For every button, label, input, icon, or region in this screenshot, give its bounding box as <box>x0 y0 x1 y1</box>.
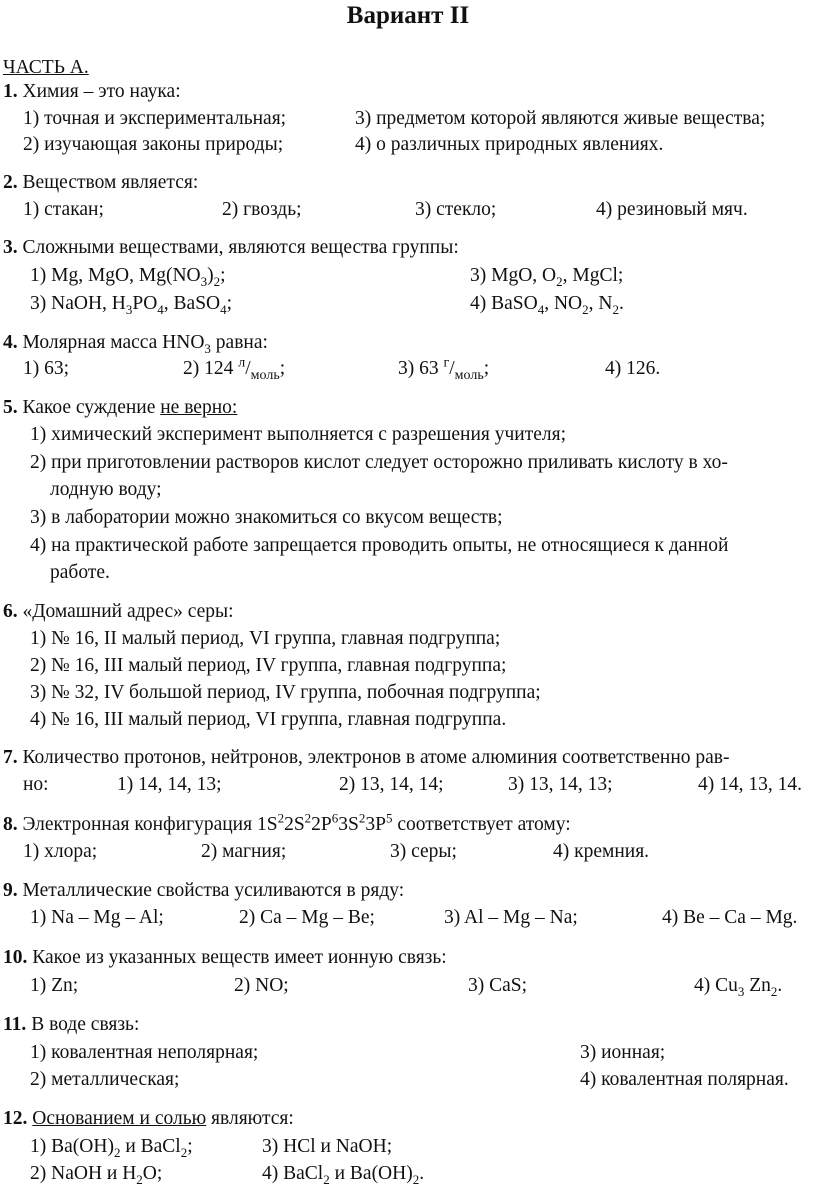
option: 2) изучающая законы природы; <box>23 134 284 155</box>
option: 1) точная и экспериментальная; <box>23 108 287 129</box>
question-number: 11. <box>3 1014 27 1035</box>
option: 3) Al – Mg – Na; <box>444 907 578 928</box>
question-number: 6. <box>3 601 18 622</box>
question-6 <box>3 600 234 624</box>
question-text: Количество протонов, нейтронов, электронов в атоме алюминия соответственно рав- <box>22 747 730 768</box>
question-5: 5. Какое суждение не верно: <box>3 397 238 418</box>
question-12: 12. Основанием и солью являются: <box>3 1108 294 1129</box>
option: 3) серы; <box>390 841 457 862</box>
option: 4) кремния. <box>553 841 650 862</box>
question-text: Металлические свойства усиливаются в ряду: <box>22 880 405 901</box>
question-number: 2. <box>3 172 18 193</box>
option: 2) 13, 14, 14; <box>339 774 444 795</box>
option: 2) гвоздь; <box>222 199 302 220</box>
option: 1) № 16, II малый период, VI группа, главная подгруппа; <box>30 628 501 649</box>
option: 4) Be – Ca – Mg. <box>662 907 798 928</box>
option: 1) стакан; <box>23 199 104 220</box>
question-continuation: но: <box>23 774 49 795</box>
question-text: Химия – это наука: <box>22 81 181 102</box>
option: 4) ковалентная полярная. <box>580 1069 789 1090</box>
question-2 <box>3 171 198 195</box>
option: 3) ионная; <box>580 1042 666 1063</box>
question-9 <box>3 879 404 903</box>
option: 1) хлора; <box>23 841 98 862</box>
option: 3) HCl и NaOH; <box>262 1136 393 1157</box>
option: 3) CaS; <box>468 975 528 996</box>
question-4: 4. Молярная масса $HNO_3$ равна: <box>3 332 268 356</box>
option: 4) 126. <box>605 358 661 379</box>
option: 2) при приготовлении растворов кислот следует осторожно приливать кислоту в хо- <box>30 452 728 473</box>
question-number: 4. <box>3 332 18 353</box>
question-text: Сложными веществами, являются вещества группы: <box>22 237 459 258</box>
option: 2) NO; <box>234 975 289 996</box>
option: 4) $Cu_3$ $Zn_2$. <box>694 975 783 999</box>
option-continuation: работе. <box>50 562 110 583</box>
question-number: 10. <box>3 947 28 968</box>
option: 1) Na – Mg – Al; <box>30 907 164 928</box>
question-number: 3. <box>3 237 18 258</box>
question-1 <box>3 80 181 104</box>
question-number: 7. <box>3 747 18 768</box>
option: 2) № 16, III малый период, IV группа, главная подгруппа; <box>30 655 507 676</box>
option: 3) 63 $^г/_{моль}$; <box>398 355 490 383</box>
option: 3) стекло; <box>415 199 497 220</box>
question-text: В воде связь: <box>31 1014 140 1035</box>
option: 3) № 32, IV большой период, IV группа, побочная подгруппа; <box>30 682 541 703</box>
option: 3) NaOH, $H_3PO_4$, BaSO$_4$; <box>30 293 233 317</box>
option: 2) магния; <box>201 841 287 862</box>
question-number: 9. <box>3 880 18 901</box>
option: 1) ковалентная неполярная; <box>30 1042 259 1063</box>
question-8: 8. Электронная конфигурация $1S^22S^22P^63S^23P^5$ соответствует атому: <box>3 810 571 835</box>
option: 1) Zn; <box>30 975 79 996</box>
question-number: 5. <box>3 397 18 418</box>
option: 1) 14, 14, 13; <box>117 774 222 795</box>
option: 2) 124 $^л/_{моль}$; <box>183 355 286 383</box>
option: 4) резиновый мяч. <box>596 199 748 220</box>
page-title: Вариант II <box>346 2 470 29</box>
option-continuation: лодную воду; <box>50 479 162 500</box>
option: 3) в лаборатории можно знакомиться со вкусом веществ; <box>30 507 503 528</box>
option: 4) на практической работе запрещается проводить опыты, не относящиеся к данной <box>30 535 729 556</box>
option: 4) BaCl$_2$ и $Ba(OH)_2$. <box>262 1163 425 1187</box>
part-heading: ЧАСТЬ А. <box>3 57 89 78</box>
question-text: «Домашний адрес» серы: <box>22 601 234 622</box>
option: 1) Mg, MgO, $Mg(NO_3)_2$; <box>30 265 226 289</box>
option: 4) BaSO$_4$, $NO_2$, $N_2$. <box>470 293 624 317</box>
option: 2) металлическая; <box>30 1069 180 1090</box>
option: 4) о различных природных явлениях. <box>355 134 664 155</box>
question-10 <box>3 946 447 970</box>
option: 3) предметом которой являются живые вещества; <box>355 108 766 129</box>
option: 4) № 16, III малый период, VI группа, главная подгруппа. <box>30 709 507 730</box>
option: 1) 63; <box>23 358 70 379</box>
option: 2) Ca – Mg – Be; <box>239 907 375 928</box>
question-text: Какое из указанных веществ имеет ионную связь: <box>32 947 447 968</box>
question-number: 1. <box>3 81 18 102</box>
option: 1) химический эксперимент выполняется с разрешения учителя; <box>30 424 567 445</box>
option: 3) MgO, $O_2$, MgCl; <box>470 265 624 289</box>
question-11 <box>3 1013 139 1037</box>
question-text: Веществом является: <box>22 172 199 193</box>
question-number: 8. <box>3 814 18 835</box>
question-7 <box>3 746 730 770</box>
question-3 <box>3 236 459 260</box>
question-number: 12. <box>3 1108 28 1129</box>
option: 4) 14, 13, 14. <box>698 774 802 795</box>
option: 2) NaOH и $H_2O$; <box>30 1163 163 1187</box>
option: 3) 13, 14, 13; <box>508 774 613 795</box>
option: 1) $Ba(OH)_2$ и BaCl$_2$; <box>30 1136 193 1160</box>
